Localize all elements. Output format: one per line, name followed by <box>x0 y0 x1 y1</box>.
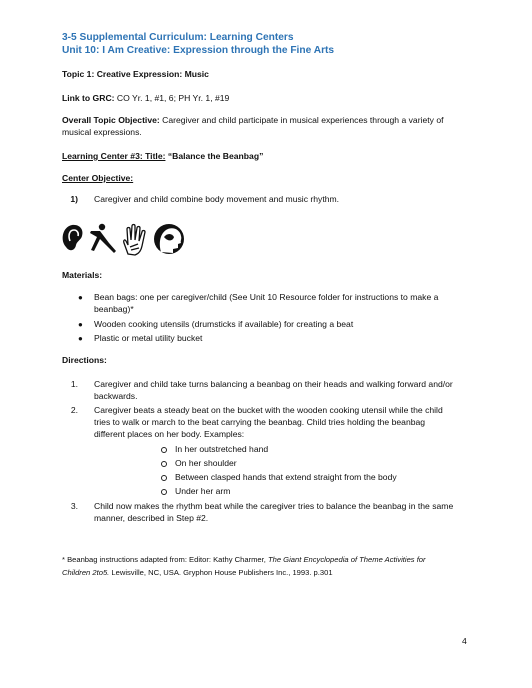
topic-heading: Topic 1: Creative Expression: Music <box>62 69 209 79</box>
objective-text: Caregiver and child combine body movement and music rhythm. <box>94 194 340 204</box>
learning-center-title <box>62 150 263 162</box>
footnote-text: * Beanbag instructions adapted from: Editor: Kathy Charmer, <box>62 555 268 564</box>
bullet-icon: ● <box>78 320 83 329</box>
material-item-3: Plastic or metal utility bucket <box>94 333 203 343</box>
sub-bullet-icon <box>161 461 167 467</box>
step-text: Child now makes the rhythm beat while the caregiver tries to balance the beanbag in the same <box>94 501 454 511</box>
materials-label: Materials: <box>62 270 103 280</box>
step-number: 3. <box>70 501 78 511</box>
bullet-icon: ● <box>78 293 83 302</box>
direction-step-2 <box>62 404 492 416</box>
footnote-line-1 <box>62 554 426 565</box>
ear-icon <box>63 225 83 250</box>
footnote-book-title: The Giant Encyclopedia of Theme Activities for <box>267 555 426 564</box>
bullet-icon: ● <box>78 334 83 343</box>
sub-item: Between clasped hands that extend straight from the body <box>175 472 397 482</box>
overall-line-2: musical expressions. <box>62 127 142 137</box>
sub-bullet-icon <box>161 475 167 481</box>
grc-link <box>62 92 229 104</box>
material-item-1-cont: beanbag)* <box>94 304 134 314</box>
overall-label: Overall Topic Objective: <box>62 115 160 125</box>
grc-label: Link to GRC: <box>62 93 115 103</box>
header-line-2: Unit 10: I Am Creative: Expression through the Fine Arts <box>62 45 335 56</box>
header-line-1: 3-5 Supplemental Curriculum: Learning Centers <box>62 32 294 43</box>
sub-bullet-icon <box>161 447 167 453</box>
step-text: Caregiver beats a steady beat on the bucket with the wooden cooking utensil while the child <box>94 405 443 415</box>
direction-step-3 <box>62 500 492 512</box>
direction-step-1 <box>62 378 492 390</box>
step-text: Caregiver and child take turns balancing a beanbag on their heads and walking forward and/or <box>94 379 453 389</box>
hand-icon <box>124 225 145 256</box>
head-icon <box>154 224 184 254</box>
center-title-value: “Balance the Beanbag” <box>165 151 264 161</box>
sub-item: On her shoulder <box>175 458 237 468</box>
page-number: 4 <box>462 636 467 646</box>
overall-line-1: Caregiver and child participate in musical experiences through a variety of <box>159 115 444 125</box>
movement-icon <box>90 224 116 253</box>
overall-objective <box>62 114 444 126</box>
sub-item: In her outstretched hand <box>175 444 269 454</box>
step-number: 2. <box>70 405 78 415</box>
footnote-book-title-cont: Children 2to5. <box>62 568 110 577</box>
step-number: 1. <box>70 379 78 389</box>
center-objective-label: Center Objective: <box>62 173 134 183</box>
objective-number: 1) <box>70 194 78 204</box>
material-item-2: Wooden cooking utensils (drumsticks if available) for creating a beat <box>94 319 354 329</box>
grc-value: CO Yr. 1, #1, 6; PH Yr. 1, #19 <box>114 93 230 103</box>
footnote-line-2 <box>62 567 333 578</box>
directions-label: Directions: <box>62 355 107 365</box>
sub-bullet-icon <box>161 489 167 495</box>
step-1-cont: backwards. <box>94 391 138 401</box>
step-2-line-2: tries to walk or march to the beat carrying the beanbag. Child tries holding the beanbag <box>94 417 426 427</box>
step-3-cont: manner, described in Step #2. <box>94 513 209 523</box>
sub-item: Under her arm <box>175 486 231 496</box>
step-2-line-3: different places on her body. Examples: <box>94 429 245 439</box>
footnote-publisher: Lewisville, NC, USA. Gryphon House Publishers Inc., 1993. p.301 <box>109 568 333 577</box>
center-title-label: Learning Center #3: Title: <box>62 151 166 161</box>
material-item-1: Bean bags: one per caregiver/child (See Unit 10 Resource folder for instructions to make a <box>94 292 439 302</box>
intelligence-icons <box>60 221 190 257</box>
